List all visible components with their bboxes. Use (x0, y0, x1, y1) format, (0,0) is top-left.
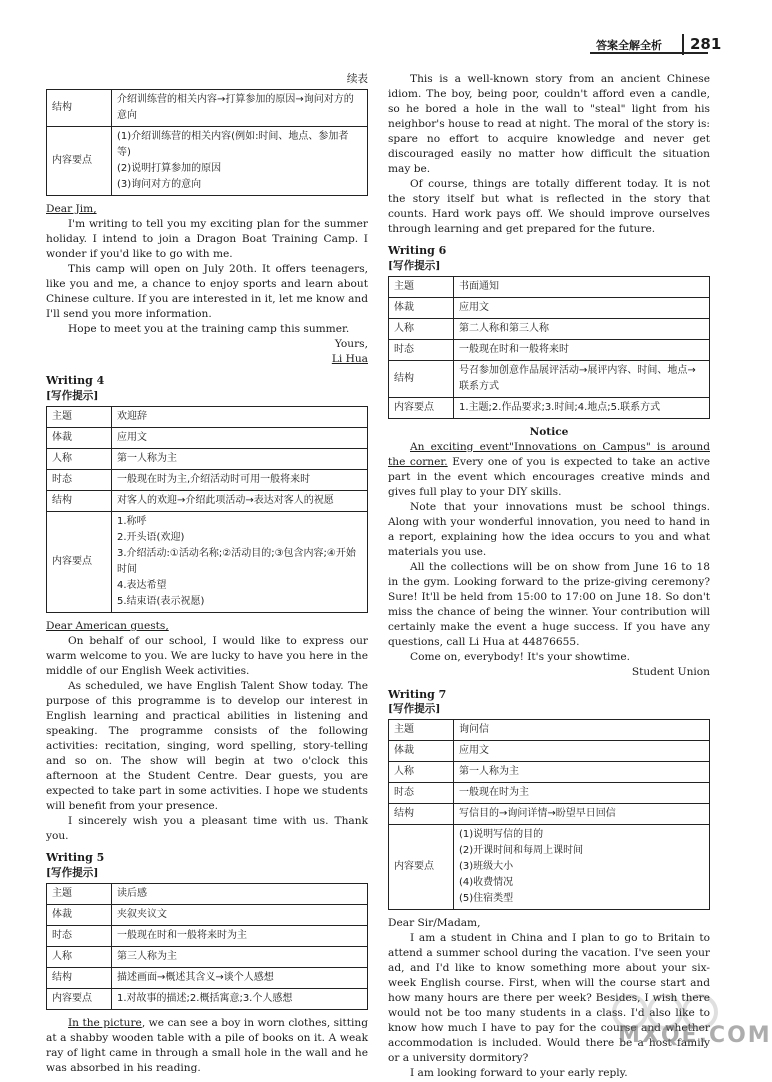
row-key: 主题 (47, 884, 112, 905)
writing5-tip: [写作提示] (46, 867, 99, 880)
notice-para: Note that your innovations must be school things. Along with your wonderful innovation, you need to hand in a report, explaining how the idea occurs to you and what materials you use. (388, 501, 710, 559)
row-key: 时态 (389, 783, 454, 804)
row-key: 时态 (47, 470, 112, 491)
table-row (389, 762, 710, 783)
row-value (454, 741, 710, 762)
row-value (112, 968, 368, 989)
row-value (454, 276, 710, 297)
row-value-line: (2)开课时间和每周上课时间 (459, 845, 584, 857)
table-row (389, 783, 710, 804)
row-key: 人称 (389, 318, 454, 339)
row-value-line: 应用文 (459, 301, 489, 313)
row-value-line: (4)收费情况 (459, 877, 514, 889)
letter7-salutation: Dear Sir/Madam, (388, 917, 481, 930)
row-value (112, 470, 368, 491)
row-value-line: 书面通知 (459, 280, 499, 292)
row-value (112, 407, 368, 428)
row-key: 内容要点 (47, 989, 112, 1010)
row-key: 内容要点 (47, 127, 112, 196)
table-writing6 (388, 276, 710, 419)
table-row (389, 297, 710, 318)
table-row (47, 470, 368, 491)
row-value-line: 一般现在时和一般将来时为主 (117, 930, 247, 942)
row-key: 时态 (47, 926, 112, 947)
row-value-line: (2)说明打算参加的原因 (117, 163, 222, 175)
row-key: 人称 (47, 449, 112, 470)
table-writing7 (388, 719, 710, 910)
row-key: 结构 (47, 968, 112, 989)
row-value (454, 720, 710, 741)
table-row (47, 947, 368, 968)
writing7-tip: [写作提示] (388, 703, 441, 716)
row-value (112, 884, 368, 905)
writing6-tip: [写作提示] (388, 259, 441, 272)
notice-first-rest: Every one of you is expected to take an active part in the event which encourages creative minds and gives full play to your DIY skills. (388, 456, 710, 499)
table-row (47, 449, 368, 470)
row-value (112, 512, 368, 613)
table-writing3-cont (46, 89, 368, 196)
table-row (47, 926, 368, 947)
table-row (47, 407, 368, 428)
row-value (454, 825, 710, 910)
writing5-start: In the picture (68, 1017, 142, 1030)
table-row (389, 276, 710, 297)
row-value-line: 第一人称为主 (459, 766, 519, 778)
table-row (47, 968, 368, 989)
table-row (389, 804, 710, 825)
letter1-para: I'm writing to tell you my exciting plan for the summer holiday. I intend to join a Dragon Boat Training Camp. I wonder if you'd like to go with me. (46, 218, 368, 261)
speech-para: On behalf of our school, I would like to express our warm welcome to you. We are lucky to have you here in the middle of our English Week activities. (46, 635, 368, 678)
row-value-line: 2.开头语(欢迎) (117, 532, 185, 544)
letter7-para: I am a student in China and I plan to go to Britain to attend a summer school during the vacation. I've seen your ad, and I'd like to know something more about your six-week English course. First, when will the course start and how many hours are there per week? Besides, I wish there would not be too many students in a class. I'd also like to know how much I have to pay for the course and whether accommodation is included. Would there be a host family or a university dormitory? (388, 932, 710, 1065)
row-value-line: 一般现在时和一般将来时 (459, 343, 569, 355)
row-value (112, 947, 368, 968)
table-row (47, 90, 368, 127)
row-value-line: (1)说明写信的目的 (459, 829, 544, 841)
row-value-line: (3)班级大小 (459, 861, 514, 873)
row-value-line: 1.称呼 (117, 516, 147, 528)
row-value (112, 989, 368, 1010)
writing4-title: Writing 4 (46, 374, 105, 388)
row-key: 主题 (389, 276, 454, 297)
letter1-closing: Yours, (334, 338, 368, 351)
notice-first-underlined: An exciting event"Innovations on Campus" is around the corner. (388, 441, 710, 469)
table-row (389, 318, 710, 339)
writing5-text: , we can see a boy in worn clothes, sitting at a shabby wooden table with a pile of books on it. A weak ray of light came in through a small hole in the wall and he was absorbed in his reading. (46, 1017, 369, 1075)
letter1-para: Hope to meet you at the training camp this summer. (68, 323, 350, 336)
row-value-line: 应用文 (117, 432, 147, 444)
row-value-line: 读后感 (117, 888, 147, 900)
row-value-line: 欢迎辞 (117, 411, 147, 423)
row-value-line: (3)询问对方的意向 (117, 179, 202, 191)
table-row (389, 720, 710, 741)
table-row (389, 360, 710, 397)
row-value-line: 1.主题;2.作品要求;3.时间;4.地点;5.联系方式 (459, 401, 661, 413)
row-value-line: 一般现在时为主 (459, 787, 529, 799)
writing6-title: Writing 6 (388, 244, 447, 258)
row-key: 体裁 (47, 905, 112, 926)
table-row (47, 491, 368, 512)
page-number: 281 (682, 34, 721, 55)
row-value-line: 介绍训练营的相关内容→打算参加的原因→询问对方的意向 (117, 94, 354, 122)
letter1-signer: Li Hua (331, 353, 368, 366)
notice-para: Come on, everybody! It's your showtime. (410, 651, 631, 664)
speech-para: As scheduled, we have English Talent Show today. The purpose of this programme is to develop our interest in English learning and practical abilities in listening and speaking. The programme consists of the following activities: recitation, singing, word spelling, story-telling and so on. The show will begin at two o'clock this afternoon at the Student Centre. Dear guests, you are expected to take part in some activities. I hope we students will benefit from your presence. (46, 680, 368, 813)
table-row (47, 905, 368, 926)
row-value-line: 询问信 (459, 724, 489, 736)
row-value-line: 描述画面→概述其含义→谈个人感想 (117, 972, 274, 984)
speech-salutation: Dear American guests, (46, 620, 169, 633)
row-value-line: 第三人称为主 (117, 951, 177, 963)
row-key: 内容要点 (389, 397, 454, 418)
notice-para: All the collections will be on show from June 16 to 18 in the gym. Looking forward to the prize-giving ceremony? Sure! It'll be held from 15:00 to 17:00 on June 18. So don't miss the chance of being the winner. Your contribution will certainly make the event a huge success. If you have any questions, call Li Hua at 44876655. (388, 561, 710, 649)
row-value-line: 5.结束语(表示祝愿) (117, 596, 205, 608)
writing5-opening (46, 1016, 368, 1076)
row-value-line: 夹叙夹议文 (117, 909, 167, 921)
table-row (389, 339, 710, 360)
row-value (112, 905, 368, 926)
row-value-line: 号召参加创意作品展评活动→展评内容、时间、地点→联系方式 (459, 364, 696, 392)
row-value (454, 804, 710, 825)
row-value-line: 写信目的→询问详情→盼望早日回信 (459, 808, 616, 820)
table-writing5 (46, 883, 368, 1010)
row-key: 结构 (389, 804, 454, 825)
row-value-line: (5)住宿类型 (459, 893, 514, 905)
continued-label: 续表 (346, 73, 368, 85)
row-key: 内容要点 (389, 825, 454, 910)
row-value (112, 127, 368, 196)
row-value (112, 90, 368, 127)
row-value-line: 对客人的欢迎→介绍此项活动→表达对客人的祝愿 (117, 495, 334, 507)
header-title: 答案全解全析 (596, 39, 662, 52)
row-key: 内容要点 (47, 512, 112, 613)
notice-title: Notice (529, 425, 569, 438)
writing7-title: Writing 7 (388, 687, 447, 701)
table-row (47, 428, 368, 449)
row-value-line: (1)介绍训练营的相关内容(例如:时间、地点、参加者等) (117, 131, 349, 159)
row-value (454, 339, 710, 360)
right-column (388, 72, 710, 1082)
writing4-tip: [写作提示] (46, 389, 99, 402)
table-row (389, 825, 710, 910)
speech-para: I sincerely wish you a pleasant time with us. Thank you. (46, 815, 368, 843)
row-key: 结构 (47, 90, 112, 127)
letter1-salutation: Dear Jim, (46, 203, 97, 216)
row-value (454, 762, 710, 783)
row-key: 人称 (389, 762, 454, 783)
row-key: 结构 (47, 491, 112, 512)
row-value-line: 一般现在时为主,介绍活动时可用一般将来时 (117, 474, 311, 486)
notice-first-para (388, 440, 710, 500)
table-row (389, 397, 710, 418)
writing5-para: This is a well-known story from an ancient Chinese idiom. The boy, being poor, couldn't afford even a candle, so he bored a hole in the wall to "steal" light from his neighbor's house to read at night. The moral of the story is: spare no effort to acquire knowledge and never get discouraged easily no matter how difficult the situation may be. (388, 73, 710, 176)
row-key: 体裁 (389, 297, 454, 318)
writing5-para: Of course, things are totally different today. It is not the story itself but what is reflected in the story that counts. Hard work pays off. We should improve ourselves through learning and get prepared for the future. (388, 178, 710, 236)
row-value (112, 491, 368, 512)
row-key: 时态 (389, 339, 454, 360)
row-value-line: 第二人称和第三人称 (459, 322, 549, 334)
row-value-line: 第一人称为主 (117, 453, 177, 465)
row-value (112, 428, 368, 449)
row-key: 体裁 (389, 741, 454, 762)
notice-signer: Student Union (631, 666, 710, 679)
table-row (47, 127, 368, 196)
row-value-line: 1.对故事的描述;2.概括寓意;3.个人感想 (117, 993, 293, 1005)
row-key: 主题 (389, 720, 454, 741)
letter7-para: I am looking forward to your early reply. (410, 1067, 628, 1080)
row-value-line: 3.介绍活动:①活动名称;②活动目的;③包含内容;④开始时间 (117, 548, 356, 576)
table-row (389, 741, 710, 762)
row-value (454, 318, 710, 339)
row-key: 主题 (47, 407, 112, 428)
row-value-line: 应用文 (459, 745, 489, 757)
left-column (46, 72, 368, 1076)
row-key: 体裁 (47, 428, 112, 449)
row-value-line: 4.表达希望 (117, 580, 167, 592)
table-row (47, 512, 368, 613)
row-value (112, 926, 368, 947)
row-value (454, 297, 710, 318)
row-value (112, 449, 368, 470)
row-key: 结构 (389, 360, 454, 397)
row-key: 人称 (47, 947, 112, 968)
watermark-text: MXQE.COM (618, 1023, 772, 1048)
table-row (47, 989, 368, 1010)
writing5-title: Writing 5 (46, 851, 105, 865)
table-writing4 (46, 406, 368, 613)
letter1-para: This camp will open on July 20th. It offers teenagers, like you and me, a chance to enjoy sports and learn about Chinese culture. If you are interested in it, let me know and I'll send you more information. (46, 263, 368, 321)
row-value (454, 360, 710, 397)
row-value (454, 397, 710, 418)
table-row (47, 884, 368, 905)
row-value (454, 783, 710, 804)
